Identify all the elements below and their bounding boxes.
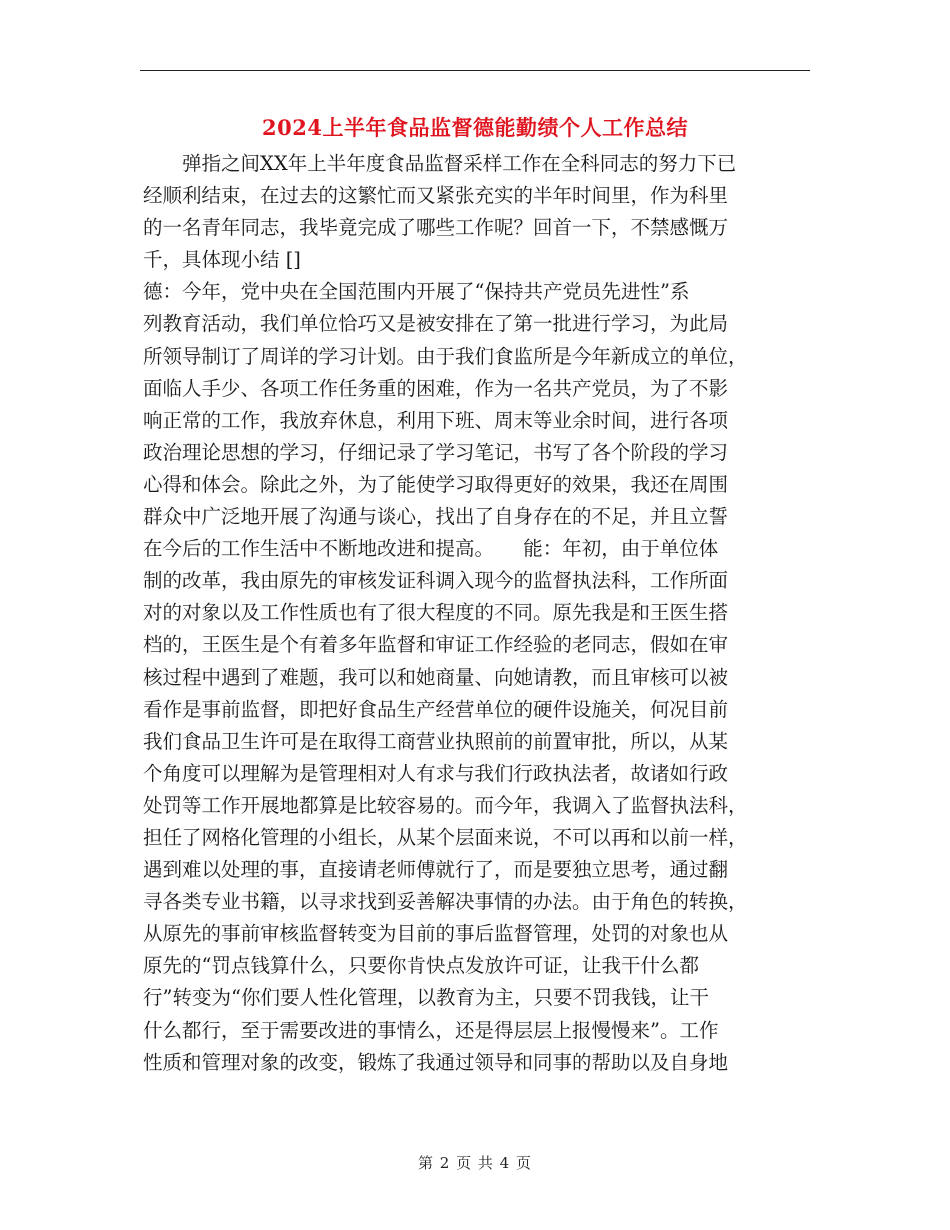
body-line: 处罚等工作开展地都算是比较容易的。而今年，我调入了监督执法科， xyxy=(143,793,748,817)
body-line: 遇到难以处理的事，直接请老师傅就行了，而是要独立思考，通过翻 xyxy=(143,858,729,882)
body-line: 群众中广泛地开展了沟通与谈心，找出了自身存在的不足，并且立誓 xyxy=(143,505,729,529)
body-line: 性质和管理对象的改变，锻炼了我通过领导和同事的帮助以及自身地 xyxy=(143,1050,729,1074)
body-line: 德：今年，党中央在全国范围内开展了“保持共产党员先进性”系 xyxy=(143,280,690,304)
body-line: 原先的“罚点钱算什么，只要你肯快点发放许可证，让我干什么都 xyxy=(143,954,699,978)
body-line: 核过程中遇到了难题，我可以和她商量、向她请教，而且审核可以被 xyxy=(143,665,729,689)
body-line: 所领导制订了周详的学习计划。由于我们食监所是今年新成立的单位， xyxy=(143,344,748,368)
body-line: 制的改革，我由原先的审核发证科调入现今的监督执法科，工作所面 xyxy=(143,569,729,593)
body-line: 经顺利结束，在过去的这繁忙而又紧张充实的半年时间里，作为科里 xyxy=(143,184,729,208)
document-body xyxy=(143,148,811,1079)
body-line: 担任了网格化管理的小组长，从某个层面来说，不可以再和以前一样， xyxy=(143,825,748,849)
body-line: 的一名青年同志，我毕竟完成了哪些工作呢？回首一下，不禁感慨万 xyxy=(143,216,729,240)
body-line: 千，具体现小结 [] xyxy=(143,248,301,272)
body-line: 我们食品卫生许可是在取得工商营业执照前的前置审批，所以，从某 xyxy=(143,729,729,753)
body-line: 弹指之间XX年上半年度食品监督采样工作在全科同志的努力下已 xyxy=(143,152,737,175)
body-line: 政治理论思想的学习，仔细记录了学习笔记，书写了各个阶段的学习 xyxy=(143,440,729,464)
body-line: 个角度可以理解为是管理相对人有求与我们行政执法者，故诸如行政 xyxy=(143,761,729,785)
body-line: 行”转变为“你们要人性化管理，以教育为主，只要不罚我钱，让干 xyxy=(143,986,709,1010)
body-line: 从原先的事前审核监督转变为目前的事后监督管理，处罚的对象也从 xyxy=(143,922,729,946)
body-line: 档的，王医生是个有着多年监督和审证工作经验的老同志，假如在审 xyxy=(143,633,729,657)
body-line: 面临人手少、各项工作任务重的困难，作为一名共产党员，为了不影 xyxy=(143,376,729,400)
body-line: 在今后的工作生活中不断地改进和提高。 能：年初，由于单位体 xyxy=(143,537,719,561)
body-line: 什么都行，至于需要改进的事情么，还是得层层上报慢慢来”。工作 xyxy=(143,1018,719,1042)
body-line: 看作是事前监督，即把好食品生产经营单位的硬件设施关，何况目前 xyxy=(143,697,729,721)
body-line: 心得和体会。除此之外，为了能使学习取得更好的效果，我还在周围 xyxy=(143,472,729,496)
document-title: 2024上半年食品监督德能勤绩个人工作总结 xyxy=(262,115,688,140)
body-line: 寻各类专业书籍，以寻求找到妥善解决事情的办法。由于角色的转换， xyxy=(143,890,748,914)
body-line: 对的对象以及工作性质也有了很大程度的不同。原先我是和王医生搭 xyxy=(143,601,729,625)
body-line: 列教育活动，我们单位恰巧又是被安排在了第一批进行学习，为此局 xyxy=(143,312,729,336)
header-rule xyxy=(140,70,810,71)
body-line: 响正常的工作，我放弃休息，利用下班、周末等业余时间，进行各项 xyxy=(143,408,729,432)
page-number-footer: 第 2 页 共 4 页 xyxy=(418,1154,532,1172)
